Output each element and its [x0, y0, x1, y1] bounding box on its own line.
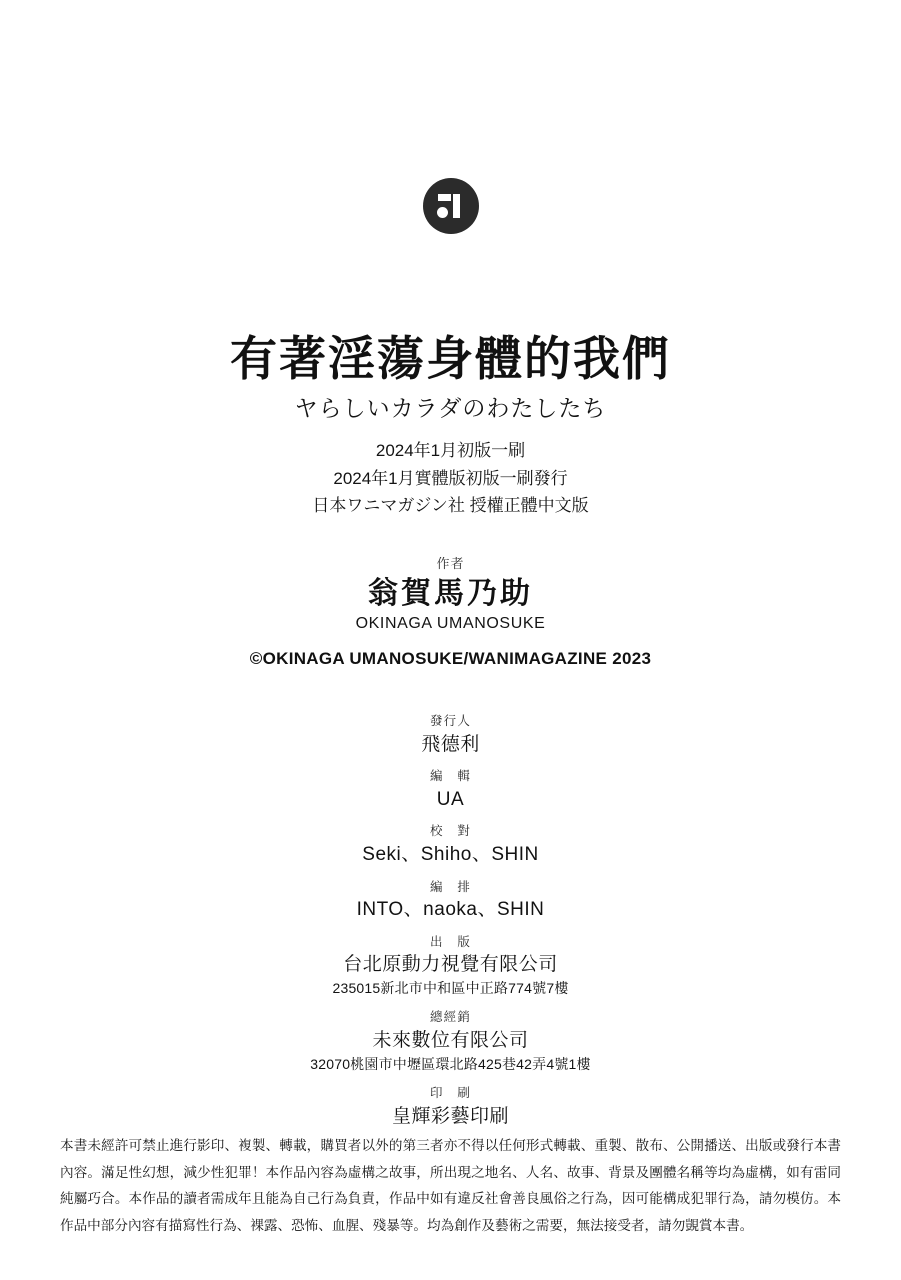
- credit-row: [0, 713, 901, 757]
- credit-row: [0, 1085, 901, 1129]
- credits-list: [0, 713, 901, 1140]
- credit-address: 235015新北市中和區中正路774號7樓: [332, 979, 569, 996]
- edition-line-3: 日本ワニマガジン社 授權正體中文版: [312, 496, 589, 516]
- credit-value: Seki、Shiho、SHIN: [362, 843, 539, 865]
- credit-value: 未來數位有限公司: [372, 1029, 529, 1051]
- credit-row: [0, 768, 901, 812]
- credit-role: 校 對: [429, 824, 472, 839]
- author-name: 翁賀馬乃助: [367, 577, 533, 611]
- credit-value: 台北原動力視覺有限公司: [343, 954, 558, 976]
- credit-role: 編 排: [429, 879, 472, 894]
- copyright-notice: ©OKINAGA UMANOSUKE/WANIMAGAZINE 2023: [249, 649, 652, 669]
- credit-value: UA: [436, 788, 465, 810]
- credit-role: 總經銷: [429, 1010, 472, 1025]
- logo-bar-horizontal: [438, 194, 451, 201]
- author-role-label: 作者: [436, 555, 465, 571]
- credit-value: 皇輝彩藝印刷: [391, 1105, 509, 1127]
- title-block: [0, 332, 901, 423]
- credit-row: [0, 879, 901, 923]
- credit-row: [0, 1009, 901, 1074]
- credit-role: 編 輯: [429, 769, 472, 784]
- legal-disclaimer: [60, 1133, 841, 1239]
- credit-value: INTO、naoka、SHIN: [356, 899, 545, 921]
- logo-mark-icon: [436, 194, 466, 218]
- credit-value: 飛德利: [421, 733, 480, 755]
- edition-line-2: 2024年1月實體版初版一刷發行: [333, 468, 568, 488]
- credit-address: 32070桃園市中壢區環北路425巷42弄4號1樓: [310, 1055, 591, 1072]
- credit-role: 印 刷: [429, 1086, 472, 1101]
- logo-circle-icon: [423, 178, 479, 234]
- edition-info: [312, 437, 588, 520]
- author-name-romanized: OKINAGA UMANOSUKE: [355, 615, 546, 633]
- logo-dot: [437, 207, 448, 218]
- publisher-logo: [423, 178, 479, 234]
- credit-role: 發行人: [429, 714, 472, 729]
- logo-bar-vertical: [453, 194, 460, 218]
- author-block: [250, 554, 651, 670]
- disclaimer-text: 本書未經許可禁止進行影印、複製、轉載，購買者以外的第三者亦不得以任何形式轉載、重製、散布、公開播送、出版或發行本書內容。滿足性幻想，減少性犯罪！本作品內容為虛構之故事，所出現之地名、人名、故事、背景及團體名稱等均為虛構，如有雷同純屬巧合。本作品的讀者需成年且能為自己行為負責，作品中如有違反社會善良風俗之行為，因可能構成犯罪行為，請勿模仿。本作品中部分內容有描寫性行為、裸露、恐怖、血腥、殘暴等。均為創作及藝術之需要，無法接受者，請勿覬賞本書。: [60, 1138, 841, 1233]
- credit-role: 出 版: [429, 934, 472, 949]
- page-subtitle: ヤらしいカラダのわたしたち: [294, 395, 607, 422]
- page-title: 有著淫蕩身體的我們: [230, 332, 671, 385]
- credit-row: [0, 934, 901, 999]
- edition-line-1: 2024年1月初版一刷: [375, 441, 526, 461]
- credit-row: [0, 823, 901, 867]
